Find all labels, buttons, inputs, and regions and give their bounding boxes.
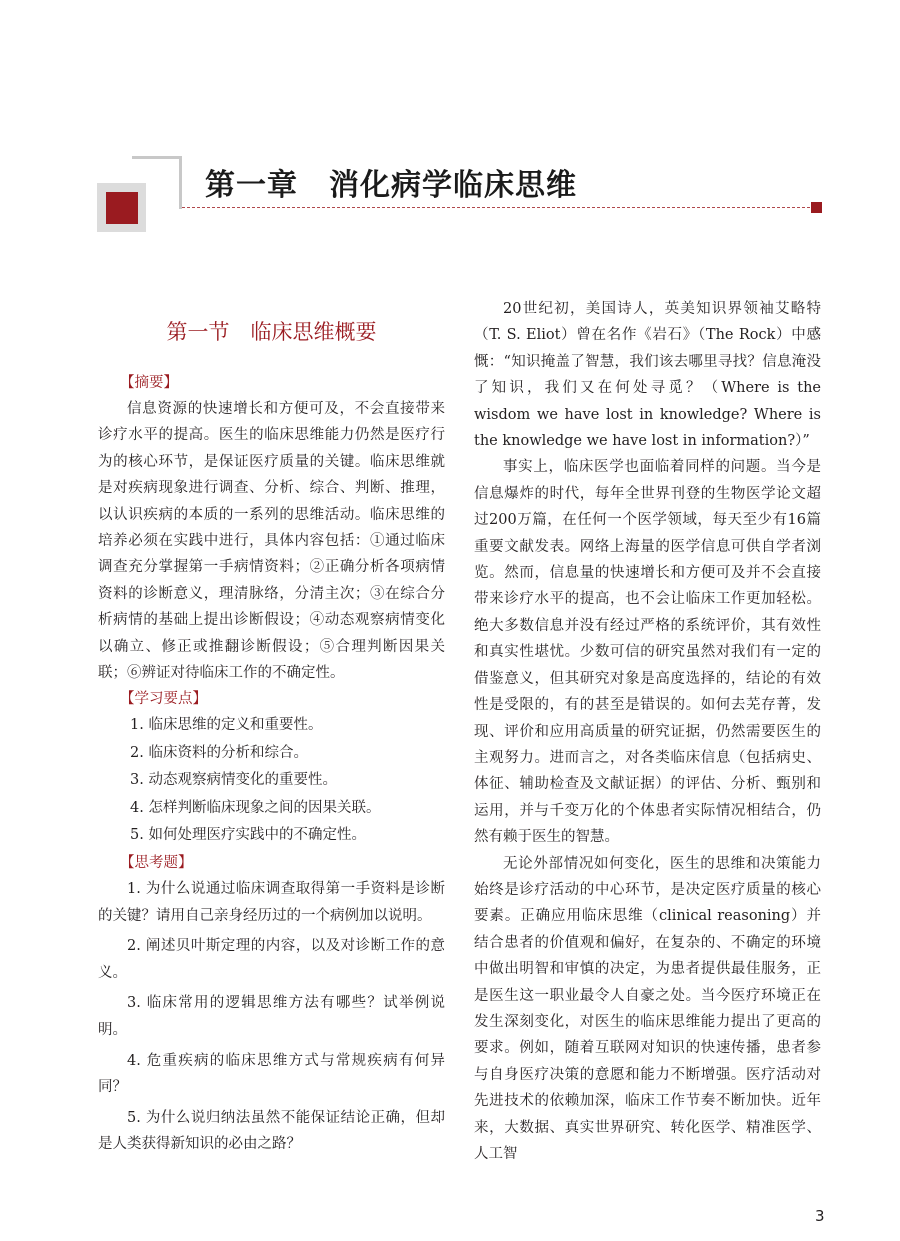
key-point-item: 1. 临床思维的定义和重要性。 <box>130 717 323 734</box>
page-number: 3 <box>815 1207 825 1225</box>
key-point-item: 4. 怎样判断临床现象之间的因果关联。 <box>130 799 381 816</box>
key-point-item: 3. 动态观察病情变化的重要性。 <box>130 772 337 789</box>
question-item: 1. 为什么说通过临床调查取得第一手资料是诊断的关键？请用自己亲身经历过的一个病例加以说明。 <box>98 880 445 924</box>
right-column <box>474 296 821 1167</box>
key-points-heading: 【学习要点】 <box>120 691 207 708</box>
question-item: 2. 阐述贝叶斯定理的内容，以及对诊断工作的意义。 <box>98 938 445 981</box>
key-point-item: 2. 临床资料的分析和综合。 <box>130 744 308 761</box>
body-paragraph: 20世纪初，美国诗人，英美知识界领袖艾略特（T. S. Eliot）曾在名作《岩石》（The Rock）中感慨：“知识掩盖了智慧，我们该去哪里寻找？信息淹没了知识，我们又在何处寻觅？（Where is the wisdom we have lost in knowledge? Where is the knowledge we have lost in information?）” <box>474 301 821 450</box>
chapter-dashed-rule <box>182 207 810 208</box>
abstract-text: 信息资源的快速增长和方便可及，不会直接带来诊疗水平的提高。医生的临床思维能力仍然是医疗行为的核心环节，是保证医疗质量的关键。临床思维就是对疾病现象进行调查、分析、综合、判断、推理，以认识疾病的本质的一系列的思维活动。临床思维的培养必须在实践中进行，具体内容包括：①通过临床调查充分掌握第一手病情资料；②正确分析各项病情资料的诊断意义，理清脉络，分清主次；③在综合分析病情的基础上提出诊断假设；④动态观察病情变化以确立、修正或推翻诊断假设；⑤合理判断因果关联；⑥辨证对待临床工作的不确定性。 <box>98 401 445 682</box>
body-paragraph: 无论外部情况如何变化，医生的思维和决策能力始终是诊疗活动的中心环节，是决定医疗质量的核心要素。正确应用临床思维（clinical reasoning）并结合患者的价值观和偏好，在复杂的、不确定的环境中做出明智和审慎的决定，为患者提供最佳服务，正是医生这一职业最令人自豪之处。当今医疗环境正在发生深刻变化，对医生的临床思维能力提出了更高的要求。例如，随着互联网对知识的快速传播，患者参与自身医疗决策的意愿和能力不断增强。医疗活动对先进技术的依赖加深，临床工作节奏不断加快。近年来，大数据、真实世界研究、转化医学、精准医学、人工智 <box>474 855 821 1162</box>
question-item: 5. 为什么说归纳法虽然不能保证结论正确，但却是人类获得新知识的必由之路？ <box>98 1109 445 1153</box>
key-point-item: 5. 如何处理医疗实践中的不确定性。 <box>130 827 366 844</box>
questions-heading: 【思考题】 <box>120 854 193 871</box>
question-item: 4. 危重疾病的临床思维方式与常规疾病有何异同？ <box>98 1052 445 1096</box>
chapter-rule-end-square <box>811 202 822 213</box>
body-paragraph: 事实上，临床医学也面临着同样的问题。当今是信息爆炸的时代，每年全世界刊登的生物医学论文超过200万篇，在任何一个医学领域，每天至少有16篇重要文献发表。网络上海量的医学信息可供自学者浏览。然而，信息量的快速增长和方便可及并不会直接带来诊疗水平的提高，也不会让临床工作更加轻松。绝大多数信息并没有经过严格的系统评价，其有效性和真实性堪忧。少数可信的研究虽然对我们有一定的借鉴意义，但其研究对象是高度选择的，结论的有效性是受限的，有的甚至是错误的。如何去芜存菁，发现、评价和应用高质量的研究证据，仍然需要医生的主观努力。进而言之，对各类临床信息（包括病史、体征、辅助检查及文献证据）的评估、分析、甄别和运用，并与千变万化的个体患者实际情况相结合，仍然有赖于医生的智慧。 <box>474 459 821 846</box>
section-title: 第一节 临床思维概要 <box>166 320 377 344</box>
left-column <box>98 296 445 1162</box>
abstract-heading: 【摘要】 <box>120 375 178 391</box>
chapter-title: 第一章 消化病学临床思维 <box>205 168 577 203</box>
question-item: 3. 临床常用的逻辑思维方法有哪些？试举例说明。 <box>98 995 445 1038</box>
chapter-decoration-frame <box>132 156 182 209</box>
